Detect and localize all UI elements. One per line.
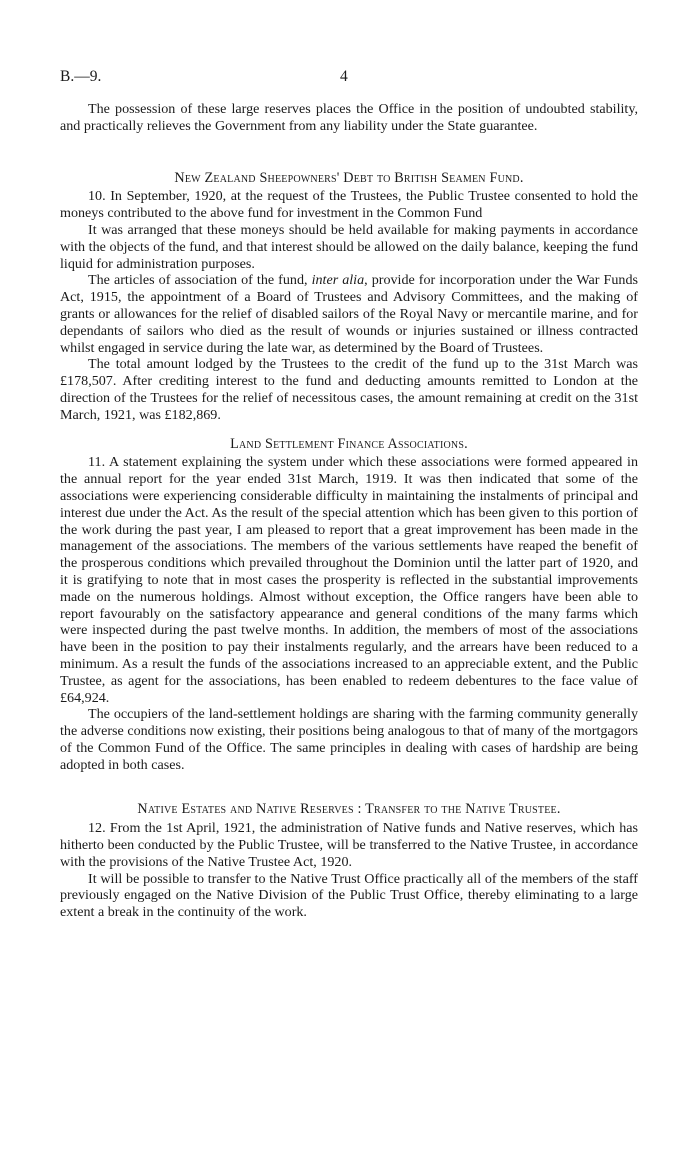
- page-number: 4: [340, 68, 348, 85]
- paragraph-11: 11. A statement explaining the system under which these associations were formed appeared in the annual report for the year ended 31st March, 1919. It was then indicated that some of the associations were experiencing considerable difficulty in maintaining the instalments of principal and interest due under the Act. As the result of the special attention which has been given to this portion of the work during the past year, I am pleased to report that a great improvement has been made in the management of the associations. The members of the various settlements have reaped the benefit of the prosperous conditions which prevailed throughout the Dominion until the latter part of 1920, and it is gratifying to note that in most cases the prosperity is reflected in the substantial improvements made on the numerous holdings. Almost without exception, the Office rangers have been able to report favourably on the satisfactory appearance and general conditions of the many farms which were inspected during the past twelve months. In addition, the members of most of the associations have been in the position to pay their instalments regularly, and the arrears have been reduced to a minimum. As a result the funds of the associations increased to an appreciable extent, and the Public Trustee, as agent for the associations, has been enabled to redeem debentures to the face value of £64,924.: [60, 454, 638, 706]
- section-heading-native-estates: Native Estates and Native Reserves : Transfer to the Native Trustee.: [137, 801, 561, 818]
- paragraph-11-occupiers: The occupiers of the land-settlement holdings are sharing with the farming community generally the adverse conditions now existing, their positions being analogous to that of many of the mortgagors of the Common Fund of the Office. The same principles in dealing with cases of hardship are being adopted in both cases.: [60, 706, 638, 773]
- section-heading-sheepowners: New Zealand Sheepowners' Debt to British Seamen Fund.: [174, 169, 524, 186]
- document-body: [60, 101, 638, 921]
- paragraph-10-total: The total amount lodged by the Trustees to the credit of the fund up to the 31st March was £178,507. After crediting interest to the fund and deducting amounts remitted to London at the direction of the Trustees for the relief of necessitous cases, the amount remaining at credit on the 31st March, 1921, was £182,869.: [60, 356, 638, 423]
- paragraph-10-arrangement: It was arranged that these moneys should be held available for making payments in accordance with the objects of the fund, and that interest should be allowed on the daily balance, keeping the fund liquid for administration purposes.: [60, 221, 638, 272]
- paragraph-12-staff: It will be possible to transfer to the Native Trust Office practically all of the members of the staff previously engaged on the Native Division of the Public Trust Office, thereby eliminating to a large extent a break in the continuity of the work.: [60, 870, 638, 921]
- paragraph-10: 10. In September, 1920, at the request of the Trustees, the Public Trustee consented to hold the moneys contributed to the above fund for investment in the Common Fund: [60, 188, 638, 222]
- articles-italic-phrase: inter alia: [311, 272, 365, 289]
- intro-paragraph: The possession of these large reserves places the Office in the position of undoubted stability, and practically relieves the Government from any liability under the State guarantee.: [60, 101, 638, 134]
- document-reference: B.—9.: [60, 68, 102, 85]
- section-heading-land-settlement: Land Settlement Finance Associations.: [230, 435, 468, 452]
- paragraph-10-articles: [60, 272, 638, 356]
- articles-text-start: The articles of association of the fund,: [88, 272, 312, 289]
- page-header: [60, 68, 638, 90]
- paragraph-12: 12. From the 1st April, 1921, the administration of Native funds and Native reserves, which has hitherto been conducted by the Public Trustee, will be transferred to the Native Trustee, in accordance with the provisions of the Native Trustee Act, 1920.: [60, 820, 638, 870]
- articles-text-end: , provide for incorporation under the War Funds Act, 1915, the appointment of a Board of Trustees and Advisory Committees, and the making of grants or allowances for the relief of disabled sailors of the Royal Navy or mercantile marine, and for dependants of sailors who died as the result of wounds or injuries sustained or illness contracted whilst engaged in service during the late war, as determined by the Board of Trustees.: [60, 272, 638, 356]
